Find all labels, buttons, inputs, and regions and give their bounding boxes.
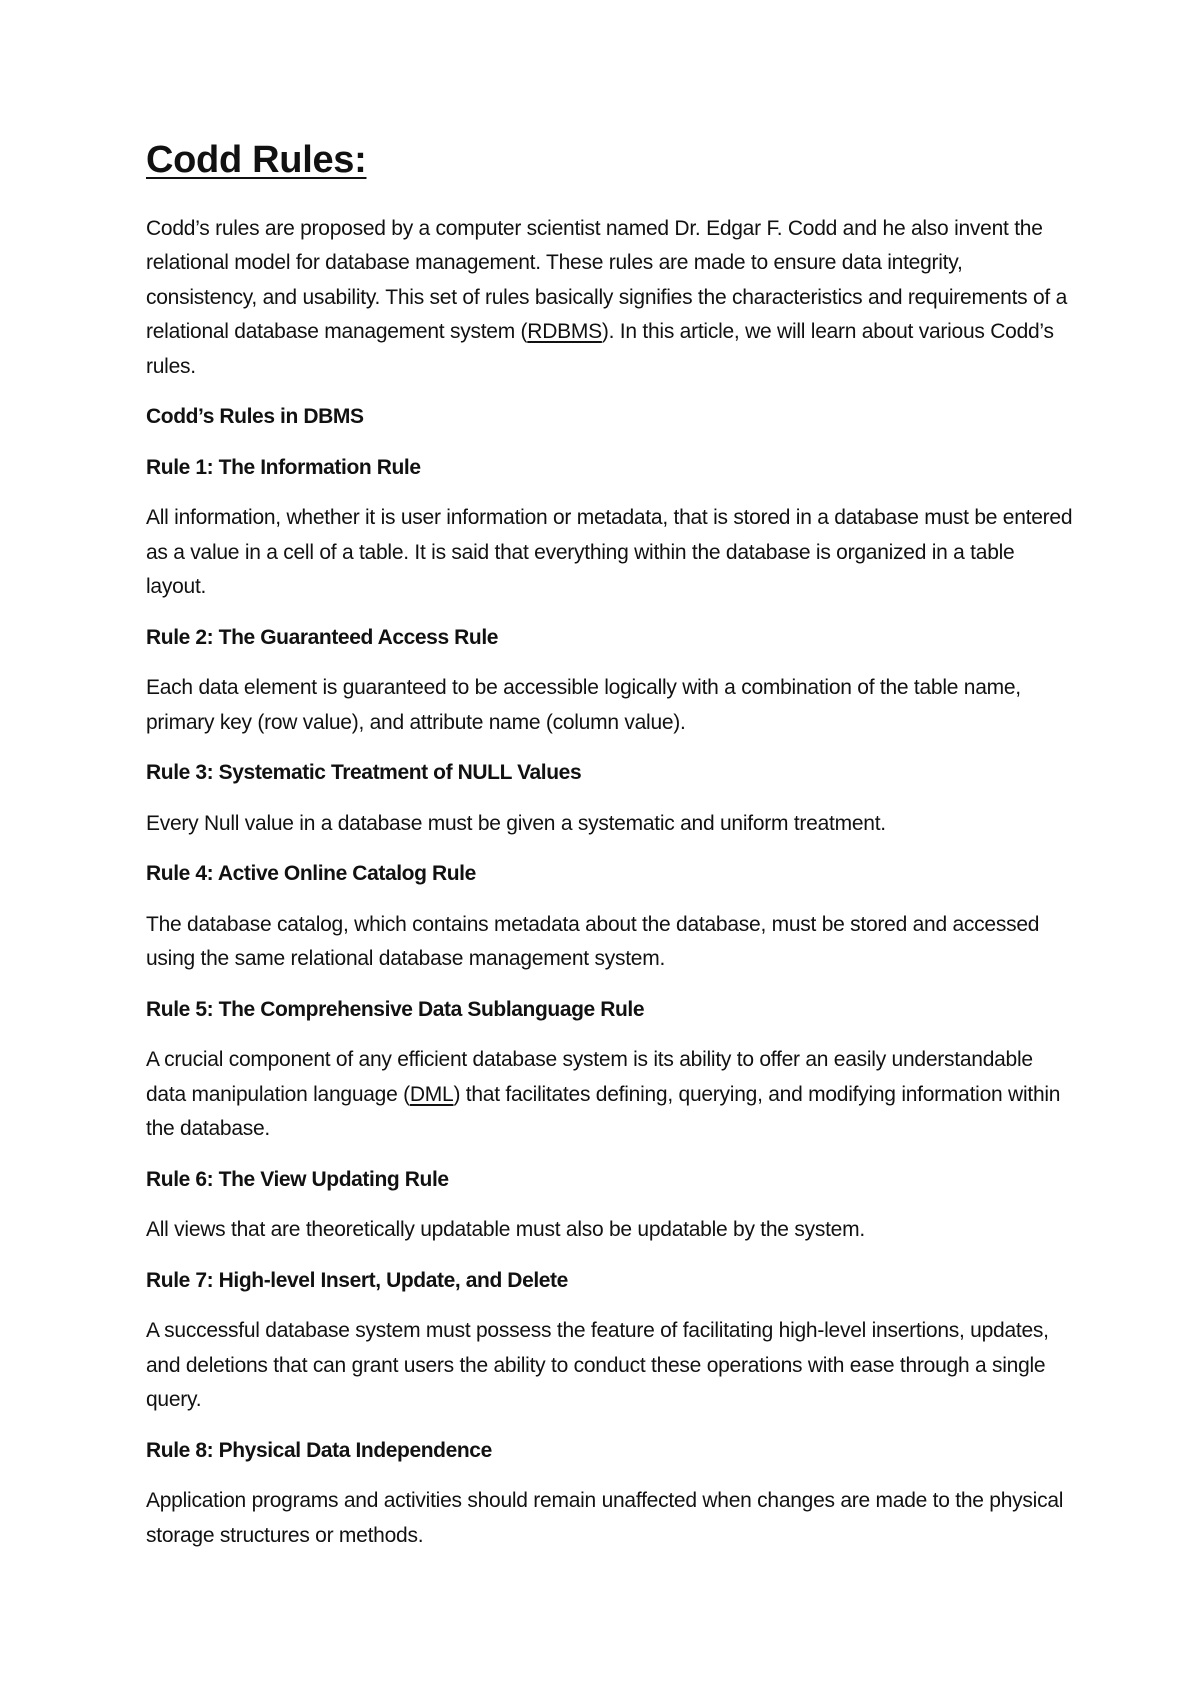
rule-7-heading: Rule 7: High-level Insert, Update, and Delete xyxy=(146,1268,568,1292)
rule-1-text: All information, whether it is user information or metadata, that is stored in a database must be entered as a value in a cell of a table. It is said that everything within the database is organized in a table layout. xyxy=(146,506,1073,599)
rule-5-text xyxy=(146,1043,1076,1147)
rule-1-heading: Rule 1: The Information Rule xyxy=(146,455,421,479)
rule-7-text: A successful database system must possess the feature of facilitating high-level insertions, updates, and deletions that can grant users the ability to conduct these operations with ease through a single query. xyxy=(146,1319,1049,1412)
section-heading: Codd’s Rules in DBMS xyxy=(146,405,364,429)
rule-8-heading: Rule 8: Physical Data Independence xyxy=(146,1438,492,1462)
rule-3-text: Every Null value in a database must be given a systematic and uniform treatment. xyxy=(146,811,886,835)
dml-link[interactable]: DML xyxy=(409,1082,454,1106)
rule-6-heading: Rule 6: The View Updating Rule xyxy=(146,1167,449,1191)
rule-5-heading: Rule 5: The Comprehensive Data Sublanguage Rule xyxy=(146,997,645,1021)
rule-5-text-after: ) that facilitates defining, querying, and modifying information within the database. xyxy=(146,1082,1061,1141)
rdbms-link[interactable]: RDBMS xyxy=(527,320,602,344)
document-page xyxy=(146,140,1076,1569)
rule-2-text: Each data element is guaranteed to be accessible logically with a combination of the table name, primary key (row value), and attribute name (column value). xyxy=(146,676,1021,734)
page-title: Codd Rules: xyxy=(146,139,367,181)
rule-3-heading: Rule 3: Systematic Treatment of NULL Values xyxy=(146,761,582,785)
rule-8-text: Application programs and activities should remain unaffected when changes are made to the physical storage structures or methods. xyxy=(146,1489,1064,1547)
rule-5-text-before: A crucial component of any efficient database system is its ability to offer an easily understandable data manipulation language ( xyxy=(146,1048,1033,1106)
rule-4-heading: Rule 4: Active Online Catalog Rule xyxy=(146,862,476,886)
intro-text-before: Codd’s rules are proposed by a computer scientist named Dr. Edgar F. Codd and he also invent the relational model for database management. These rules are made to ensure data integrity, consistency, and usability. This set of rules basically signifies the characteristics and requirements of a relational database management system ( xyxy=(146,216,1068,344)
intro-text-after: ). In this article, we will learn about various Codd’s rules. xyxy=(146,320,1054,378)
rule-2-heading: Rule 2: The Guaranteed Access Rule xyxy=(146,625,499,649)
rule-6-text: All views that are theoretically updatable must also be updatable by the system. xyxy=(146,1218,865,1242)
intro-paragraph xyxy=(146,212,1076,385)
rule-4-text: The database catalog, which contains metadata about the database, must be stored and accessed using the same relational database management system. xyxy=(146,912,1040,971)
